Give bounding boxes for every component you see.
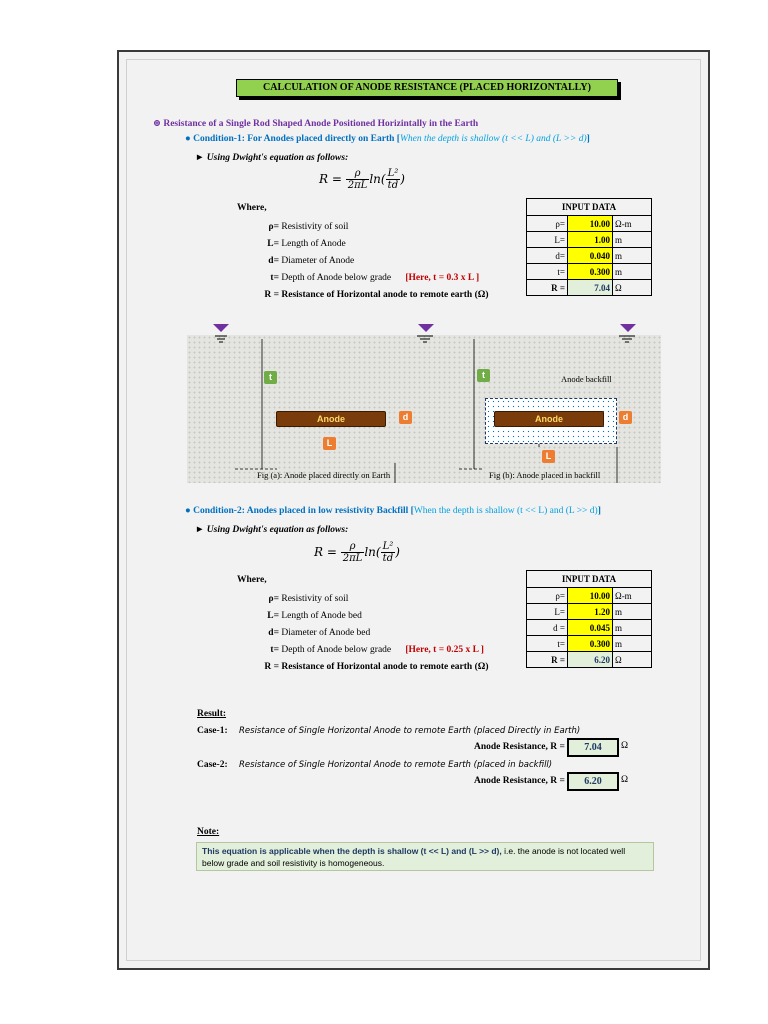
def-row: t= Depth of Anode below grade [Here, t = 0.25 x L ] [270, 645, 484, 655]
worksheet [117, 50, 710, 970]
ground-level-icon [418, 324, 434, 332]
def-row: d= Diameter of Anode bed [268, 628, 371, 638]
anode-bar: Anode [494, 411, 604, 427]
condition2-equation-intro: ► Using Dwight's equation as follows: [195, 525, 349, 535]
condition1-formula: R = $\frac{\rho}{2\pi L}$ ln( $\frac{\text{L²}}{td}$ ) [319, 168, 405, 191]
rho-input[interactable]: 10.00 [568, 588, 613, 604]
condition2-definitions [259, 591, 489, 676]
condition2-where: Where, [237, 575, 267, 585]
condition2-formula: R = $\frac{\rho}{2\pi L}$ ln( $\frac{\text{L²}}{td}$ ) [314, 541, 400, 564]
resistance-output: 7.04 [568, 280, 613, 296]
condition1-equation-intro: ► Using Dwight's equation as follows: [195, 153, 349, 163]
condition1-where: Where, [237, 203, 267, 213]
case1-label: Case-1: [197, 726, 228, 736]
figure-a-caption: Fig (a): Anode placed directly on Earth [257, 470, 391, 480]
case2-text: Resistance of Single Horizontal Anode to remote Earth (placed in backfill) [239, 760, 553, 770]
case2-result-value: 6.20 [567, 772, 619, 791]
diameter-input[interactable]: 0.040 [568, 248, 613, 264]
figure-b-caption: Fig (b): Anode placed in backfill [489, 470, 601, 480]
t-tag: t [264, 371, 277, 384]
def-row: ρ= Resistivity of soil [268, 222, 349, 232]
depth-input[interactable]: 0.300 [568, 264, 613, 280]
d-tag: d [619, 411, 632, 424]
note-heading: Note: [197, 827, 220, 837]
length-input[interactable]: 1.00 [568, 232, 613, 248]
condition1-input-table: INPUT DATA ρ= 10.00 Ω-m L= 1.00 m d= 0.040 m t= 0.300 m R = 7.04 Ω [526, 198, 652, 296]
dot-icon: ● [185, 134, 194, 144]
case2-result-label: Anode Resistance, R = [474, 776, 565, 786]
def-row: R = Resistance of Horizontal anode to remote earth (Ω) [264, 662, 489, 672]
depth-input[interactable]: 0.300 [568, 636, 613, 652]
def-row: t= Depth of Anode below grade [Here, t = 0.3 x L ] [270, 273, 480, 283]
rho-input[interactable]: 10.00 [568, 216, 613, 232]
case2-unit: Ω [621, 775, 629, 785]
case1-unit: Ω [621, 741, 629, 751]
page-title: CALCULATION OF ANODE RESISTANCE (PLACED HORIZONTALLY) [236, 79, 618, 97]
input-table-header: INPUT DATA [527, 199, 652, 216]
def-row: d= Diameter of Anode [268, 256, 355, 266]
dot-icon: ● [185, 506, 194, 516]
diameter-input[interactable]: 0.045 [568, 620, 613, 636]
def-row: ρ= Resistivity of soil [268, 594, 349, 604]
case1-result-value: 7.04 [567, 738, 619, 757]
anode-bar: Anode [276, 411, 386, 427]
input-table-header: INPUT DATA [527, 571, 652, 588]
result-heading: Result: [197, 709, 227, 719]
resistance-output: 6.20 [568, 652, 613, 668]
def-row: L= Length of Anode bed [267, 611, 362, 621]
condition2-input-table: INPUT DATA ρ= 10.00 Ω-m L= 1.20 m d = 0.045 m t= 0.300 m R = 6.20 Ω [526, 570, 652, 668]
d-tag: d [399, 411, 412, 424]
case1-result-label: Anode Resistance, R = [474, 742, 565, 752]
l-tag: L [323, 437, 336, 450]
note-box: This equation is applicable when the depth is shallow (t << L) and (L >> d), i.e. the anode is not located well below grade and soil resistivity is homogeneous. [196, 842, 654, 871]
condition1-heading: ● Condition-1: For Anodes placed directly on Earth [When the depth is shallow (t << L) and (L >> d)] [185, 134, 590, 144]
length-input[interactable]: 1.20 [568, 604, 613, 620]
def-row: L= Length of Anode [267, 239, 346, 249]
ground-level-icon [620, 324, 636, 332]
ground-level-icon [213, 324, 229, 332]
t-tag: t [477, 369, 490, 382]
case2-label: Case-2: [197, 760, 228, 770]
l-tag: L [542, 450, 555, 463]
backfill-label: Anode backfill [561, 374, 612, 384]
bullet-icon: ⊛ [153, 119, 164, 129]
def-row: R = Resistance of Horizontal anode to remote earth (Ω) [264, 290, 489, 300]
condition1-definitions [259, 219, 489, 304]
section-heading: ⊛ Resistance of a Single Rod Shaped Anode Positioned Horizintally in the Earth [153, 119, 479, 129]
condition2-heading: ● Condition-2: Anodes placed in low resistivity Backfill [When the depth is shallow (t << L) and (L >> d)] [185, 506, 601, 516]
case1-text: Resistance of Single Horizontal Anode to remote Earth (placed Directly in Earth) [239, 726, 581, 736]
